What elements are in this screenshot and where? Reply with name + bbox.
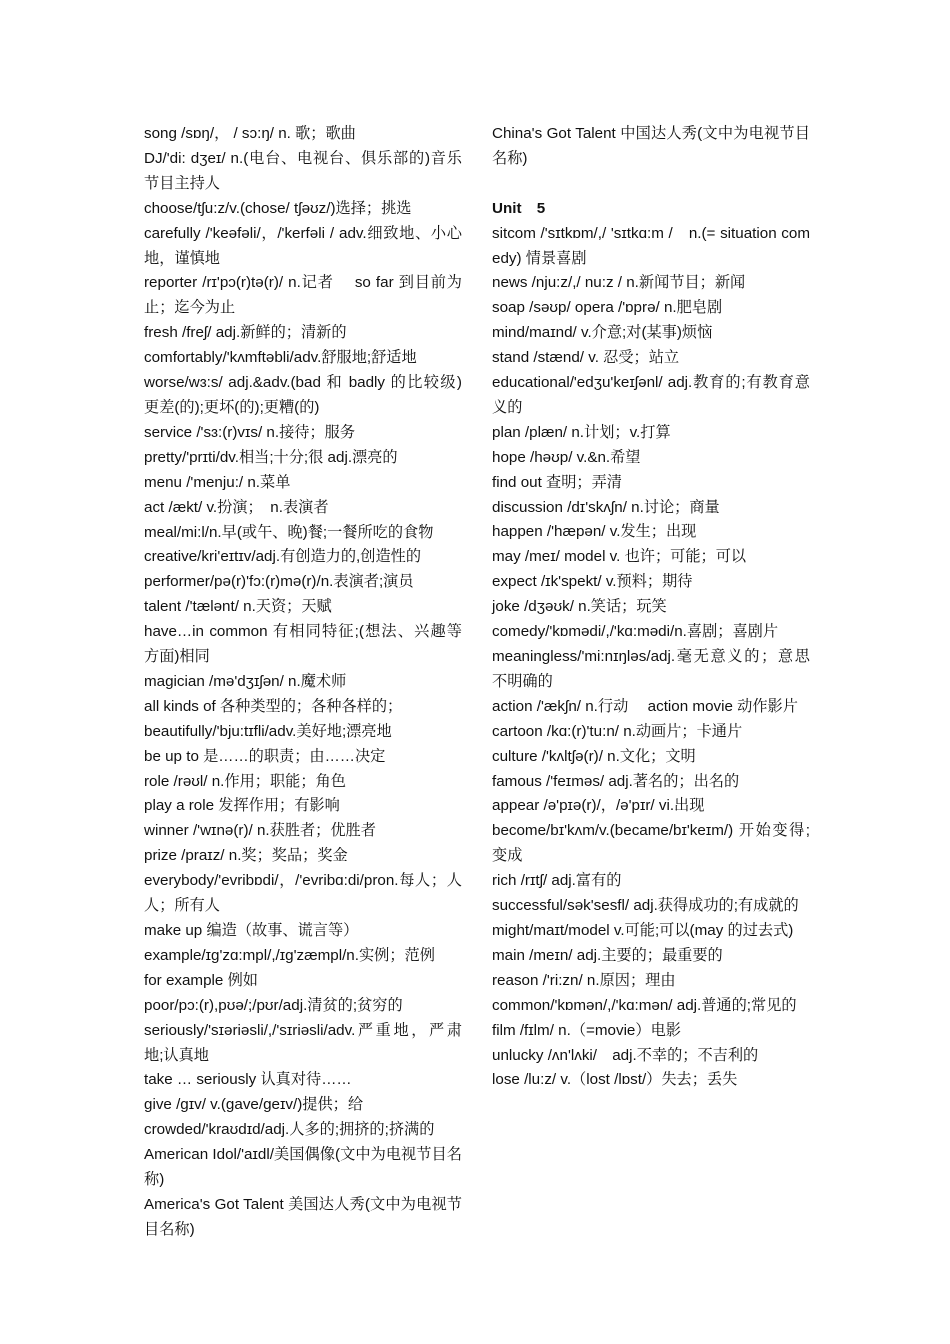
vocabulary-entry: may /meɪ/ model v. 也许；可能；可以	[492, 548, 747, 566]
vocabulary-entry: plan /plæn/ n.计划；v.打算	[492, 423, 671, 441]
vocabulary-entry: meaningless/'mi:nɪŋləs/adj.毫无意义的；意思不明确的	[492, 648, 810, 690]
vocabulary-entry: action /'ækʃn/ n.行动 action movie 动作影片	[492, 697, 798, 715]
vocabulary-entry: famous /'feɪməs/ adj.著名的；出名的	[492, 772, 740, 790]
vocabulary-entry: expect /ɪk'spekt/ v.预料；期待	[492, 573, 693, 591]
vocabulary-entry: example/ɪg'zɑ:mpl/,/ɪg'zæmpl/n.实例；范例	[144, 946, 435, 964]
vocabulary-entry: culture /'kʌltʃə(r)/ n.文化；文明	[492, 747, 696, 765]
vocabulary-entry: worse/wɜ:s/ adj.&adv.(bad 和 badly 的比较级)更差(的);更坏(的);更糟(的)	[144, 374, 462, 416]
vocabulary-entry: make up 编造（故事、谎言等）	[144, 922, 359, 939]
vocabulary-entry: successful/sək'sesfl/ adj.获得成功的;有成就的	[492, 897, 799, 915]
vocabulary-entry: common/'kɒmən/,/'kɑ:mən/ adj.普通的;常见的	[492, 996, 797, 1014]
blank-line	[492, 172, 810, 197]
vocabulary-entry: become/bɪ'kʌm/v.(became/bɪ'keɪm/) 开始变得;变成	[492, 822, 810, 865]
vocabulary-entry: soap /səʊp/ opera /'ɒprə/ n.肥皂剧	[492, 299, 723, 317]
vocabulary-entry: reason /'ri:zn/ n.原因；理由	[492, 971, 676, 989]
vocabulary-entry: have…in common 有相同特征;(想法、兴趣等方面)相同	[144, 623, 462, 666]
vocabulary-entry: be up to 是……的职责；由……决定	[144, 747, 386, 765]
vocabulary-entry: happen /'hæpən/ v.发生；出现	[492, 523, 697, 541]
vocabulary-entry: act /ækt/ v.扮演； n.表演者	[144, 498, 329, 516]
vocabulary-entry: song /sɒŋ/， / sɔ:ŋ/ n. 歌；歌曲	[144, 125, 356, 142]
vocabulary-entry: performer/pə(r)'fɔ:(r)mə(r)/n.表演者;演员	[144, 573, 414, 591]
vocabulary-entry: educational/'edʒu'keɪʃənl/ adj.教育的;有教育意义的	[492, 374, 810, 416]
vocabulary-entry: lose /lu:z/ v.（lost /lɒst/）失去；丢失	[492, 1071, 738, 1089]
vocabulary-entry: fresh /freʃ/ adj.新鲜的；清新的	[144, 324, 347, 342]
vocabulary-entry: discussion /dɪ'skʌʃn/ n.讨论；商量	[492, 498, 720, 516]
vocabulary-entry: meal/mi:l/n.早(或午、晚)餐;一餐所吃的食物	[144, 523, 434, 541]
vocabulary-entry: sitcom /'sɪtkɒm/,/ 'sɪtkɑ:m / n.(= situation comedy) 情景喜剧	[492, 224, 810, 267]
vocabulary-column-left	[144, 122, 462, 1243]
vocabulary-entry: America's Got Talent 美国达人秀(文中为电视节目名称)	[144, 1195, 462, 1238]
vocabulary-entry: main /meɪn/ adj.主要的；最重要的	[492, 946, 723, 964]
vocabulary-entry: menu /'menju:/ n.菜单	[144, 473, 291, 491]
vocabulary-entry: prize /praɪz/ n.奖；奖品；奖金	[144, 847, 348, 865]
vocabulary-entry: for example 例如	[144, 971, 258, 989]
vocabulary-entry: carefully /'keəfəli/，/'kerfəli / adv.细致地、小心地，谨慎地	[144, 224, 462, 267]
vocabulary-entry: joke /dʒəʊk/ n.笑话；玩笑	[492, 598, 667, 616]
vocabulary-entry: all kinds of 各种类型的；各种各样的；	[144, 697, 403, 715]
vocabulary-entry: cartoon /kɑ:(r)'tu:n/ n.动画片；卡通片	[492, 722, 743, 740]
vocabulary-entry: service /'sɜ:(r)vɪs/ n.接待；服务	[144, 423, 356, 441]
vocabulary-entry: American Idol/'aɪdl/美国偶像(文中为电视节目名称)	[144, 1146, 462, 1189]
vocabulary-entry: mind/maɪnd/ v.介意;对(某事)烦恼	[492, 324, 713, 342]
vocabulary-entry: creative/kri'eɪtɪv/adj.有创造力的,创造性的	[144, 548, 422, 566]
vocabulary-entry: choose/tʃu:z/v.(chose/ tʃəʊz/)选择；挑选	[144, 199, 412, 217]
vocabulary-entry: magician /mə'dʒɪʃən/ n.魔术师	[144, 672, 347, 690]
vocabulary-entry: winner /'wɪnə(r)/ n.获胜者；优胜者	[144, 822, 376, 840]
vocabulary-entry: comfortably/'kʌmftəbli/adv.舒服地;舒适地	[144, 349, 417, 367]
vocabulary-entry: rich /rɪtʃ/ adj.富有的	[492, 872, 622, 890]
vocabulary-entry: find out 查明；弄清	[492, 473, 622, 491]
vocabulary-entry: reporter /rɪ'pɔ(r)tə(r)/ n.记者 so far 到目前为止；迄今为止	[144, 274, 462, 317]
vocabulary-entry: seriously/'sɪəriəsli/,/'sɪriəsli/adv.严重地，严肃地;认真地	[144, 1021, 462, 1064]
vocabulary-entry: China's Got Talent 中国达人秀(文中为电视节目名称)	[492, 125, 810, 167]
vocabulary-entry: film /fɪlm/ n.（=movie）电影	[492, 1021, 681, 1039]
vocabulary-entry: DJ/'di: dʒeɪ/ n.(电台、电视台、俱乐部的)音乐节目主持人	[144, 149, 462, 192]
vocabulary-entry: take … seriously 认真对待……	[144, 1071, 352, 1089]
vocabulary-entry: poor/pɔ:(r),pʊə/;/pʊr/adj.清贫的;贫穷的	[144, 996, 403, 1014]
vocabulary-entry: stand /stænd/ v. 忍受；站立	[492, 349, 680, 367]
vocabulary-entry: role /rəʊl/ n.作用；职能；角色	[144, 772, 346, 790]
vocabulary-entry: hope /həʊp/ v.&n.希望	[492, 448, 641, 466]
unit-heading: Unit 5	[492, 199, 546, 217]
vocabulary-entry: comedy/'kɒmədi/,/'kɑ:mədi/n.喜剧；喜剧片	[492, 623, 779, 641]
vocabulary-entry: might/maɪt/model v.可能;可以(may 的过去式)	[492, 921, 794, 939]
vocabulary-entry: unlucky /ʌn'lʌki/ adj.不幸的；不吉利的	[492, 1046, 759, 1064]
vocabulary-entry: talent /'tælənt/ n.天资；天赋	[144, 598, 332, 616]
vocabulary-entry: crowded/'kraʊdɪd/adj.人多的;拥挤的;挤满的	[144, 1121, 435, 1139]
vocabulary-entry: everybody/'evribɒdi/，/'evribɑ:di/pron.每人；人人；所有人	[144, 872, 462, 915]
vocabulary-entry: news /nju:z/,/ nu:z / n.新闻节目；新闻	[492, 274, 746, 292]
vocabulary-entry: beautifully/'bju:tɪfli/adv.美好地;漂亮地	[144, 722, 392, 740]
vocabulary-entry: pretty/'prɪti/dv.相当;十分;很 adj.漂亮的	[144, 448, 398, 466]
vocabulary-entry: play a role 发挥作用；有影响	[144, 797, 340, 815]
vocabulary-column-right	[492, 122, 810, 1093]
vocabulary-entry: give /gɪv/ v.(gave/geɪv/)提供；给	[144, 1096, 364, 1114]
vocabulary-entry: appear /ə'pɪə(r)/，/ə'pɪr/ vi.出现	[492, 797, 705, 815]
